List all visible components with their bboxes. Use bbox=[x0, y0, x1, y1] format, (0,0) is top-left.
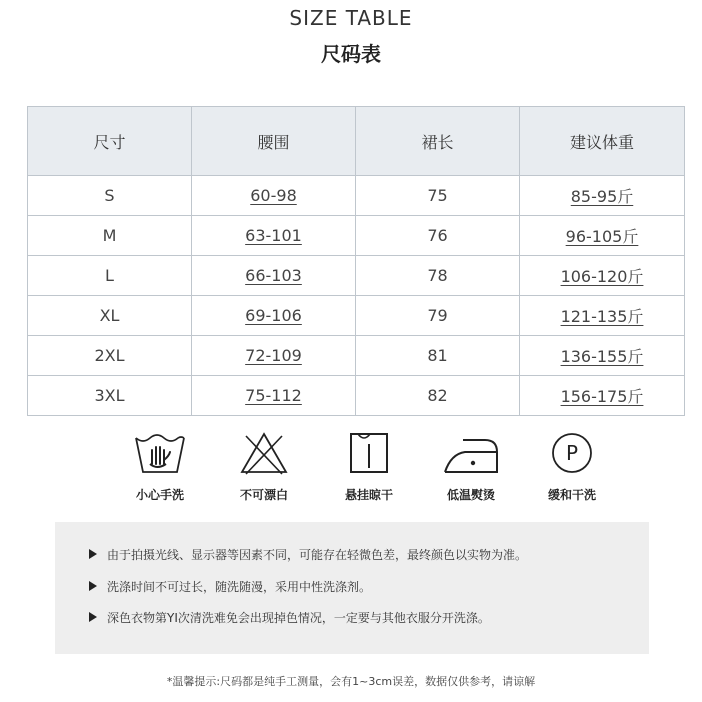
cell-weight: 96-105斤 bbox=[520, 216, 685, 256]
low-temp-iron-icon bbox=[441, 430, 501, 476]
table-row bbox=[28, 296, 685, 336]
size-table bbox=[27, 106, 685, 416]
cell-length: 76 bbox=[356, 216, 520, 256]
bullet-triangle-icon bbox=[89, 581, 97, 591]
cell-waist: 60-98 bbox=[192, 176, 356, 216]
note-item bbox=[107, 609, 490, 626]
note-item bbox=[107, 578, 371, 595]
cell-length: 81 bbox=[356, 336, 520, 376]
table-row bbox=[28, 176, 685, 216]
header-size: 尺寸 bbox=[28, 107, 192, 176]
note-text: 深色衣物第YI次清洗难免会出现掉色情况，一定要与其他衣服分开洗涤。 bbox=[107, 611, 490, 625]
header-weight: 建议体重 bbox=[520, 107, 685, 176]
title-chinese: 尺码表 bbox=[321, 42, 381, 66]
bullet-triangle-icon bbox=[89, 612, 97, 622]
cell-waist: 72-109 bbox=[192, 336, 356, 376]
cell-size: M bbox=[28, 216, 192, 256]
title-english: SIZE TABLE bbox=[289, 6, 413, 30]
cell-weight: 106-120斤 bbox=[520, 256, 685, 296]
dry-clean-p-icon bbox=[545, 430, 599, 476]
cell-weight: 136-155斤 bbox=[520, 336, 685, 376]
care-item-low-temp-iron bbox=[426, 430, 516, 503]
notes-box bbox=[55, 522, 649, 654]
care-label: 低温熨烫 bbox=[446, 488, 495, 502]
hang-dry-icon bbox=[342, 430, 396, 476]
cell-size: S bbox=[28, 176, 192, 216]
no-bleach-icon bbox=[237, 430, 291, 476]
cell-waist: 69-106 bbox=[192, 296, 356, 336]
care-item-dry-clean bbox=[527, 430, 617, 503]
care-item-hand-wash bbox=[115, 430, 205, 503]
note-text: 由于拍摄光线、显示器等因素不同，可能存在轻微色差，最终颜色以实物为准。 bbox=[107, 548, 528, 562]
cell-weight: 121-135斤 bbox=[520, 296, 685, 336]
cell-size: XL bbox=[28, 296, 192, 336]
bullet-triangle-icon bbox=[89, 549, 97, 559]
cell-length: 75 bbox=[356, 176, 520, 216]
care-label: 小心手洗 bbox=[135, 488, 184, 502]
cell-size: 3XL bbox=[28, 376, 192, 416]
care-instructions bbox=[112, 430, 617, 510]
cell-size: 2XL bbox=[28, 336, 192, 376]
care-label: 悬挂晾干 bbox=[344, 488, 393, 502]
cell-length: 79 bbox=[356, 296, 520, 336]
note-item bbox=[107, 546, 527, 563]
footnote: *温馨提示:尺码都是纯手工测量，会有1~3cm误差，数据仅供参考，请谅解 bbox=[166, 675, 536, 688]
cell-waist: 66-103 bbox=[192, 256, 356, 296]
care-item-no-bleach bbox=[219, 430, 309, 503]
cell-length: 82 bbox=[356, 376, 520, 416]
table-header-row bbox=[28, 107, 685, 176]
table-row bbox=[28, 256, 685, 296]
hand-wash-icon bbox=[133, 430, 187, 476]
note-text: 洗涤时间不可过长，随洗随漫，采用中性洗涤剂。 bbox=[107, 580, 372, 594]
table-row bbox=[28, 336, 685, 376]
care-label: 缓和干洗 bbox=[547, 488, 596, 502]
header-waist: 腰围 bbox=[192, 107, 356, 176]
svg-text:P: P bbox=[565, 441, 579, 465]
cell-weight: 156-175斤 bbox=[520, 376, 685, 416]
cell-weight: 85-95斤 bbox=[520, 176, 685, 216]
header-skirt-length: 裙长 bbox=[356, 107, 520, 176]
cell-size: L bbox=[28, 256, 192, 296]
table-row bbox=[28, 376, 685, 416]
table-row bbox=[28, 216, 685, 256]
cell-waist: 63-101 bbox=[192, 216, 356, 256]
cell-waist: 75-112 bbox=[192, 376, 356, 416]
care-label: 不可漂白 bbox=[239, 488, 288, 502]
cell-length: 78 bbox=[356, 256, 520, 296]
care-item-hang-dry bbox=[324, 430, 414, 503]
